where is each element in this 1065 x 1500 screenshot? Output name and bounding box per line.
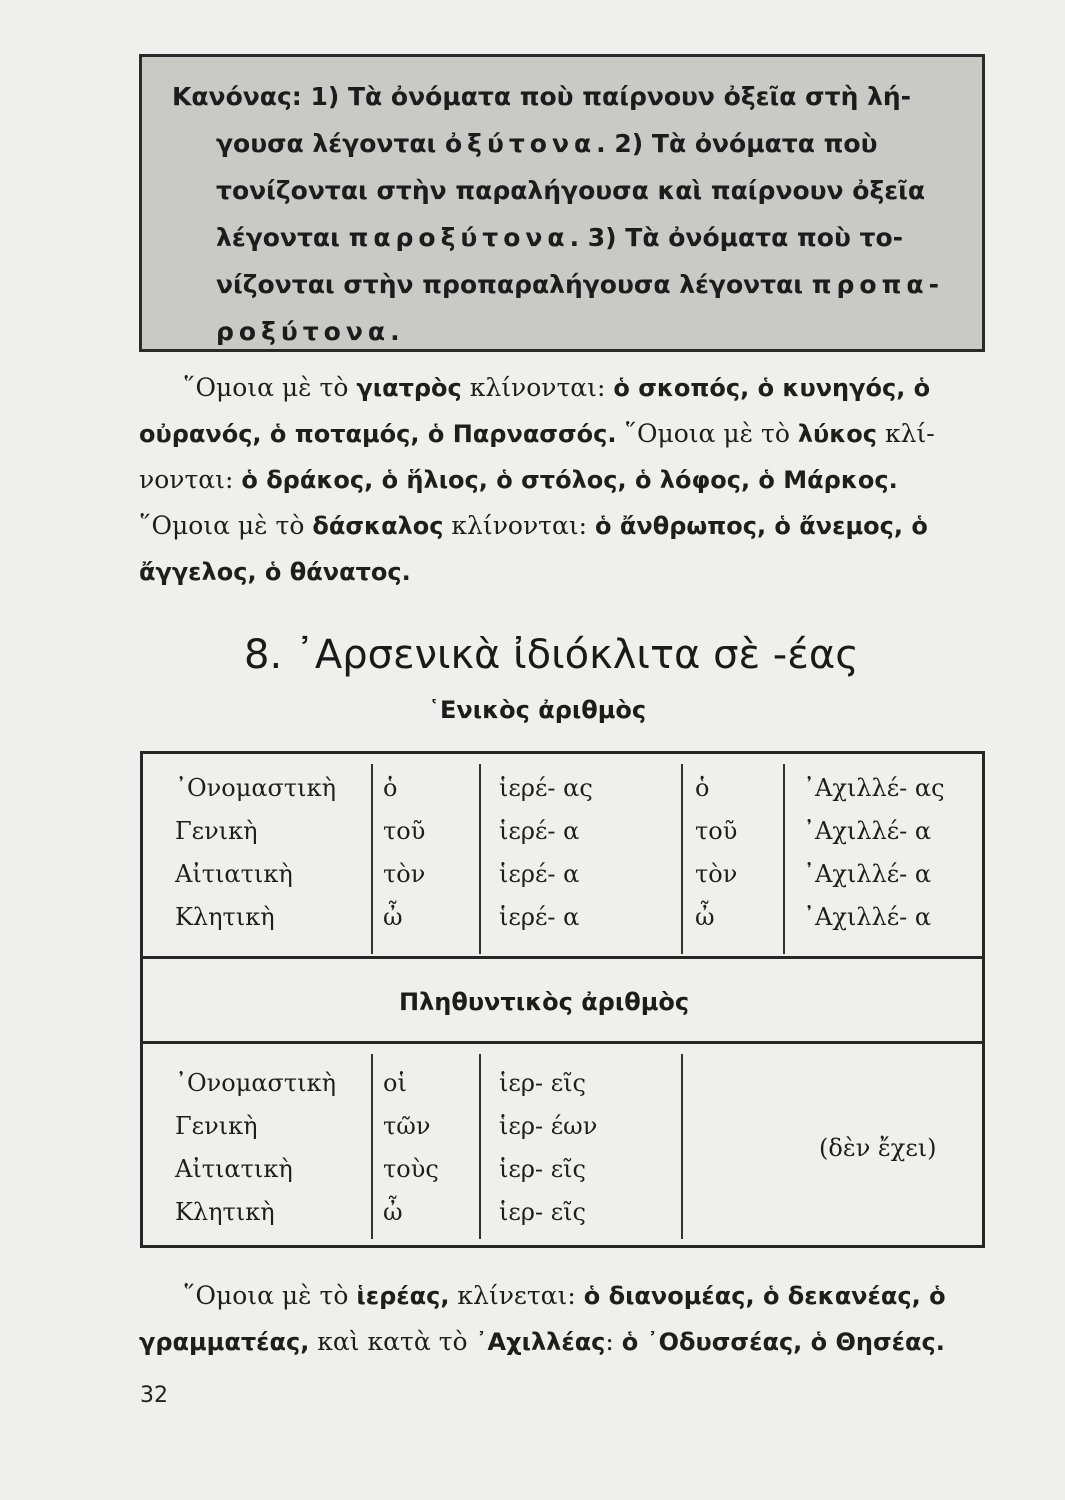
case-genitive: Γενικὴ (175, 817, 258, 845)
rule-text: γουσα λέγονται (216, 129, 437, 158)
text: ῞Ομοια μὲ τὸ (183, 373, 357, 402)
rule-term-propa: προπα- (811, 270, 944, 299)
case-accusative: Αἰτιατικὴ (175, 860, 293, 888)
column-line (479, 1054, 481, 1239)
column-line (681, 764, 683, 954)
text: κλίνονται: (461, 373, 614, 402)
paragraph-line (139, 549, 989, 595)
bold-examples: ἄγγελος, ὁ θάνατος. (139, 558, 411, 586)
column-line (681, 1054, 683, 1239)
text: κλί- (877, 419, 935, 448)
bold-examples: οὐρανός, ὁ ποταμός, ὁ Παρνασσός. (139, 420, 617, 448)
page-number: 32 (140, 1383, 168, 1408)
section-title: 8. ᾿Αρσενικὰ ἰδιόκλιτα σὲ -έας (244, 632, 859, 678)
rule-text: Κανόνας: 1) Τὰ ὀνόματα ποὺ παίρνουν ὀξεῖα στὴ λή- (172, 82, 912, 111)
article: τοῦ (383, 817, 426, 845)
plural-heading: Πληθυντικὸς ἀριθμὸς (399, 988, 690, 1016)
bold-term: λύκος (797, 420, 877, 448)
paragraph-line (139, 365, 989, 411)
column-line (371, 1054, 373, 1239)
article: τῶν (383, 1112, 431, 1140)
rule-line-3 (172, 167, 954, 214)
paragraph-line (139, 1273, 989, 1319)
text: νονται: (139, 465, 242, 494)
form-achilleas: ᾿Αχιλλέ- α (803, 903, 932, 931)
rule-term-proparoxytona: ροξύτονα (216, 317, 391, 346)
rule-line-6 (172, 308, 954, 355)
paragraph-line (139, 411, 989, 457)
bold-term: δάσκαλος (312, 512, 444, 540)
text: ῞Ομοια μὲ τὸ (183, 1281, 357, 1310)
rule-line-2 (172, 120, 954, 167)
table-divider-bottom (143, 1041, 982, 1044)
form-achilleas: ᾿Αχιλλέ- ας (803, 774, 945, 802)
bold-term: ᾿Αχιλλέας (475, 1328, 606, 1356)
article: ὦ (383, 1198, 403, 1226)
text: κλίνονται: (443, 511, 596, 540)
bold-term: ἱερέας, (356, 1282, 450, 1310)
bold-examples: ὁ ᾿Οδυσσέας, ὁ Θησέας. (621, 1328, 945, 1356)
form-iereas: ἱερέ- α (499, 817, 580, 845)
column-line (783, 764, 785, 954)
form-iereas: ἱερ- εῖς (499, 1155, 586, 1183)
rule-text: . 3) Τὰ ὀνόματα ποὺ το- (569, 223, 904, 252)
rule-line-4 (172, 214, 954, 261)
case-genitive: Γενικὴ (175, 1112, 258, 1140)
bold-examples: ὁ δράκος, ὁ ἥλιος, ὁ στόλος, ὁ λόφος, ὁ Μάρκος. (241, 466, 898, 494)
table-divider-top (143, 956, 982, 959)
rule-box (139, 54, 985, 352)
rule-line-1 (172, 73, 954, 120)
article: τὸν (695, 860, 738, 888)
rule-text: τονίζονται στὴν παραλήγουσα καὶ παίρνουν ὀξεῖα (216, 176, 926, 205)
rule-text: . (390, 317, 400, 346)
rule-term-oxytona: ὀξύτονα (445, 129, 597, 158)
paragraph-line (139, 503, 989, 549)
article: τοῦ (695, 817, 738, 845)
bold-examples: ὁ ἄνθρωπος, ὁ ἄνεμος, ὁ (595, 512, 928, 540)
form-iereas: ἱερέ- α (499, 860, 580, 888)
singular-heading: ῾Ενικὸς ἀριθμὸς (428, 696, 647, 724)
form-iereas: ἱερέ- α (499, 903, 580, 931)
bold-examples: ὁ σκοπός, ὁ κυνηγός, ὁ (613, 374, 931, 402)
form-achilleas: ᾿Αχιλλέ- α (803, 860, 932, 888)
text: ῞Ομοια μὲ τὸ (616, 419, 798, 448)
column-line (371, 764, 373, 954)
rule-text: . 2) Τὰ ὀνόματα ποὺ (596, 129, 878, 158)
bold-examples: γραμματέας, (139, 1328, 310, 1356)
article: ὦ (383, 903, 403, 931)
form-iereas: ἱερέ- ας (499, 774, 593, 802)
case-accusative: Αἰτιατικὴ (175, 1155, 293, 1183)
column-line (479, 764, 481, 954)
text: : (605, 1327, 622, 1356)
form-iereas: ἱερ- έων (499, 1112, 598, 1140)
article: οἱ (383, 1069, 407, 1097)
article: ὦ (695, 903, 715, 931)
text: ῞Ομοια μὲ τὸ (139, 511, 313, 540)
paragraph-line (139, 1319, 989, 1365)
rule-term-paroxytona: παροξύτονα (348, 223, 570, 252)
case-nominative: ᾿Ονομαστικὴ (175, 774, 336, 802)
article: τοὺς (383, 1155, 439, 1183)
case-nominative: ᾿Ονομαστικὴ (175, 1069, 336, 1097)
paragraph-similar-declension (139, 365, 989, 595)
text: κλίνεται: (449, 1281, 584, 1310)
declension-table (140, 751, 985, 1248)
text: καὶ κατὰ τὸ (309, 1327, 476, 1356)
case-vocative: Κλητικὴ (175, 903, 275, 931)
paragraph-similar-eas (139, 1273, 989, 1365)
paragraph-line (139, 457, 989, 503)
rule-text: νίζονται στὴν προπαραλήγουσα λέγονται (216, 270, 804, 299)
article: ὁ (695, 774, 710, 802)
bold-examples: ὁ διανομέας, ὁ δεκανέας, ὁ (583, 1282, 946, 1310)
bold-term: γιατρὸς (356, 374, 462, 402)
plural-note: (δὲν ἔχει) (819, 1134, 937, 1162)
rule-line-5 (172, 261, 954, 308)
article: ὁ (383, 774, 398, 802)
form-iereas: ἱερ- εῖς (499, 1069, 586, 1097)
case-vocative: Κλητικὴ (175, 1198, 275, 1226)
form-achilleas: ᾿Αχιλλέ- α (803, 817, 932, 845)
rule-text: λέγονται (216, 223, 340, 252)
form-iereas: ἱερ- εῖς (499, 1198, 586, 1226)
article: τὸν (383, 860, 426, 888)
